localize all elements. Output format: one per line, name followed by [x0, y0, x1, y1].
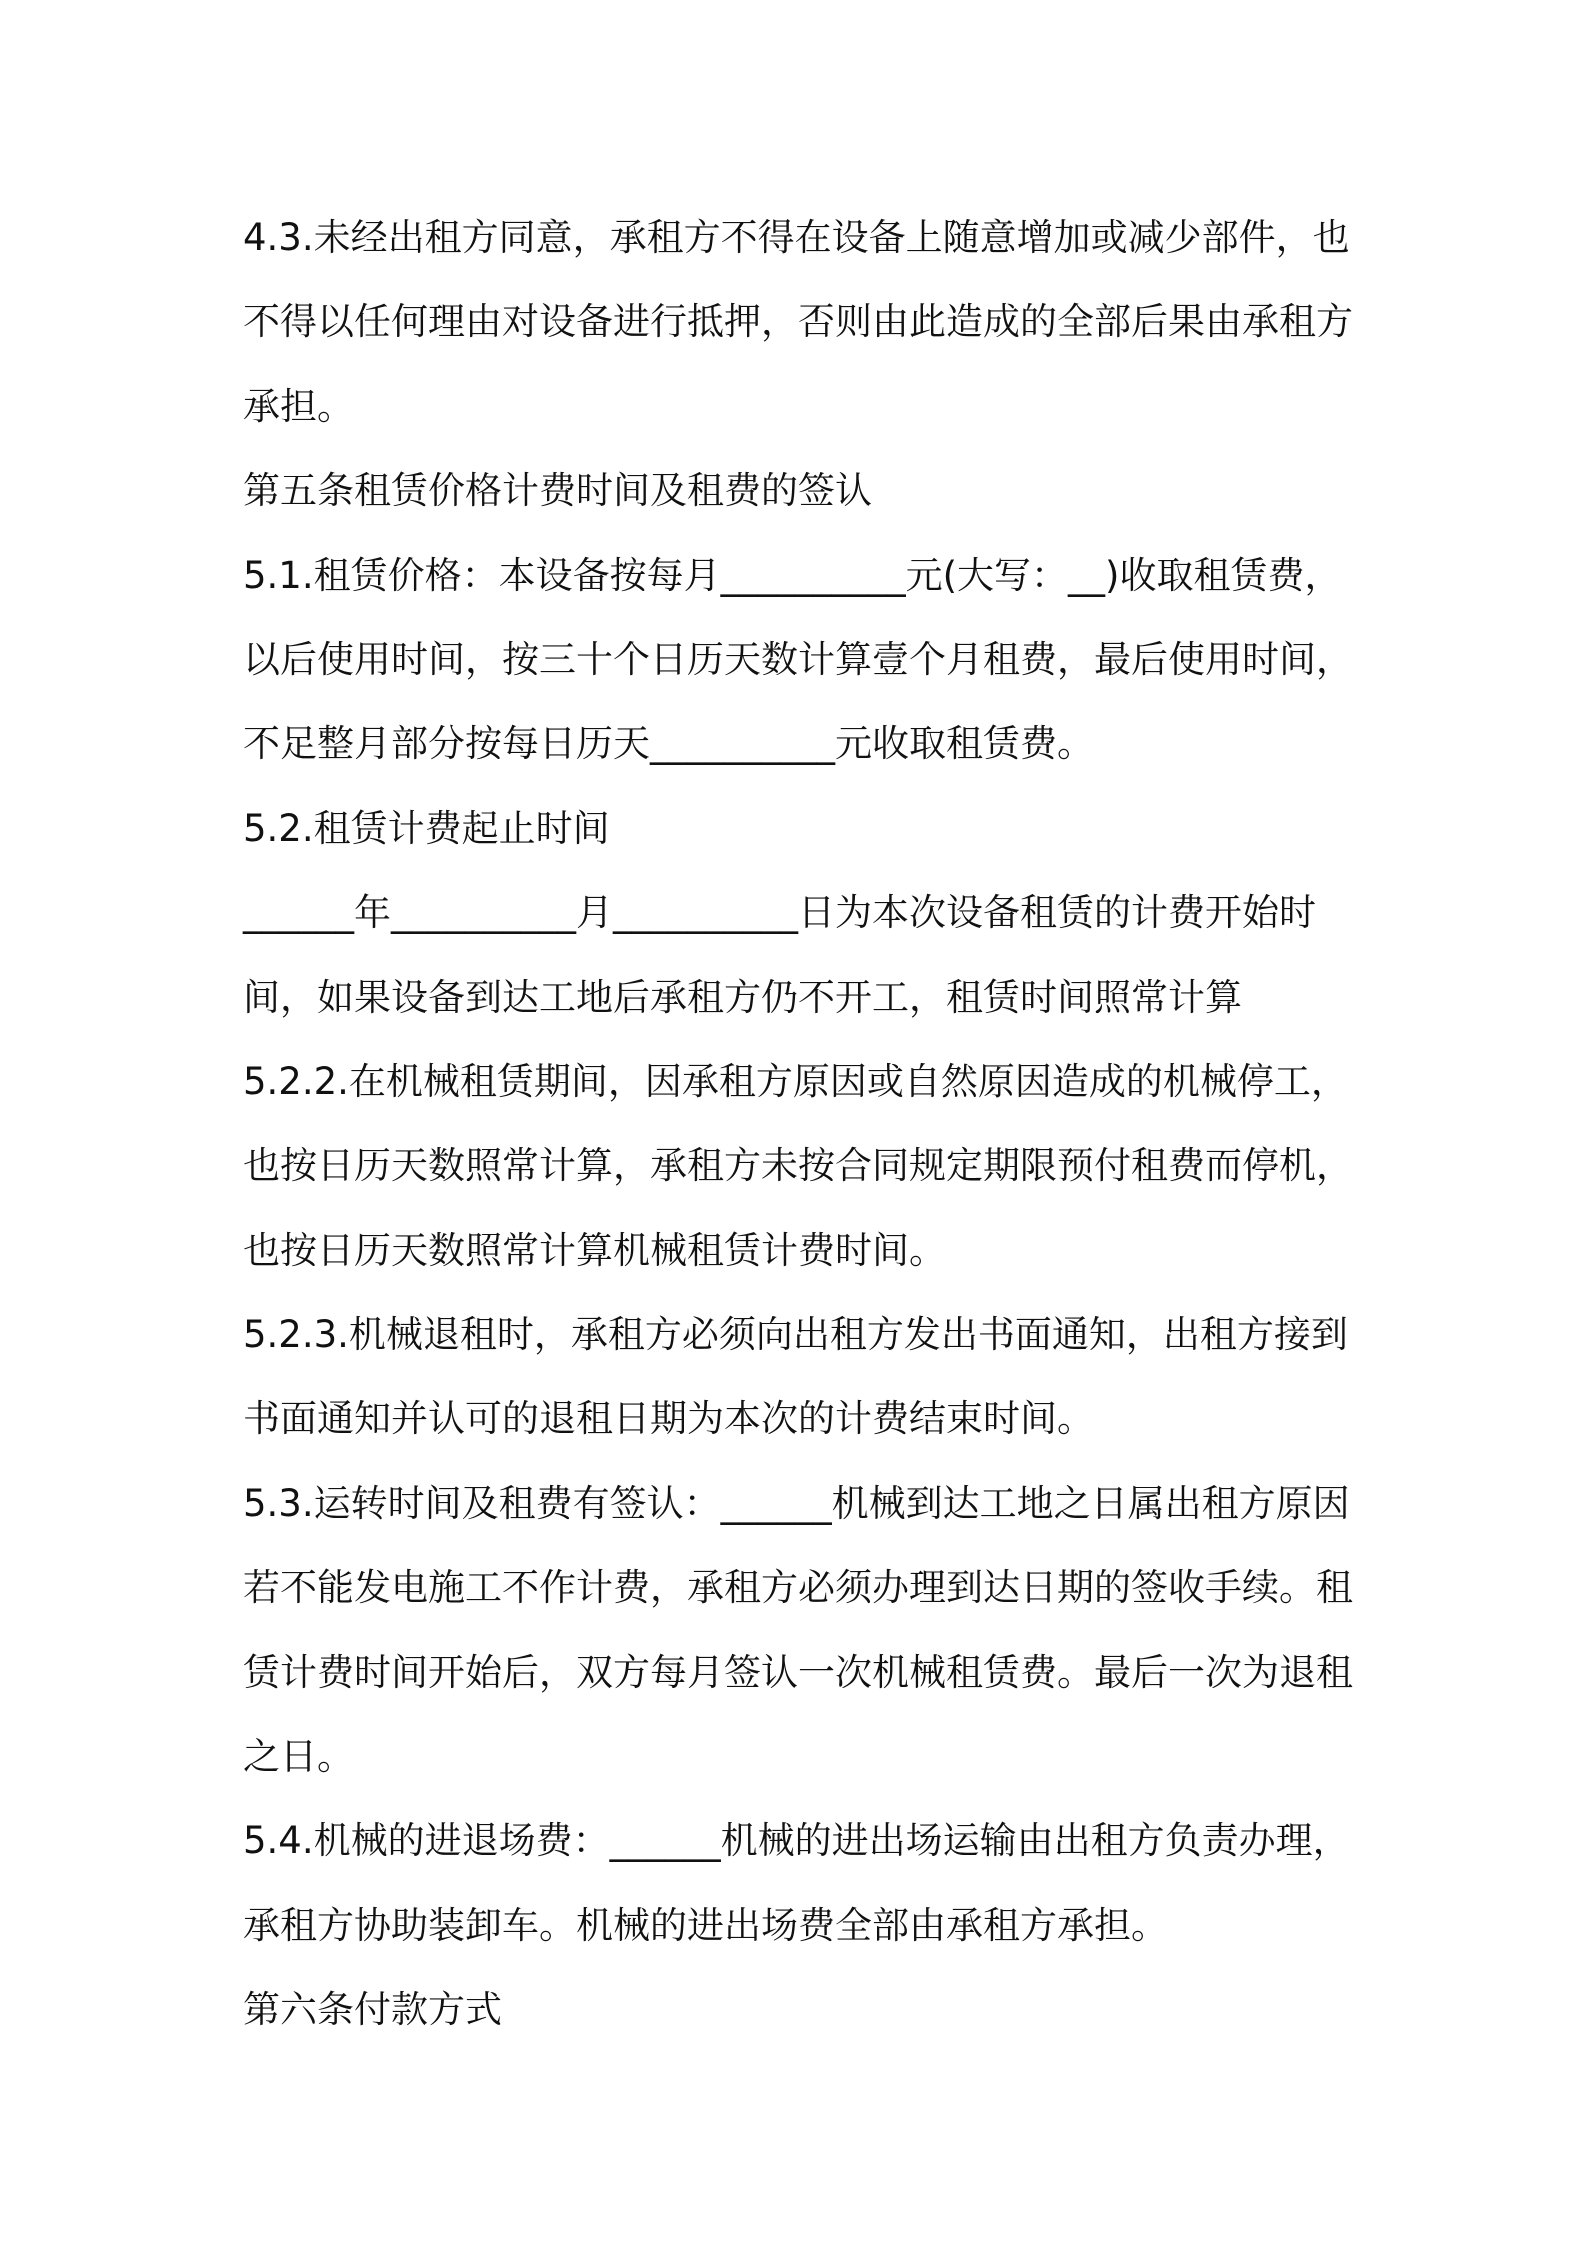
clause-5-4-line-1: 5.4.机械的进退场费：______机械的进出场运输由出租方负责办理，	[243, 1819, 1350, 1863]
clause-5-2-line-2: 间，如果设备到达工地后承租方仍不开工，租赁时间照常计算	[243, 975, 1242, 1019]
clause-5-2-heading: 5.2.租赁计费起止时间	[243, 806, 610, 850]
clause-5-3-line-1: 5.3.运转时间及租费有签认：______机械到达工地之日属出租方原因	[243, 1481, 1350, 1525]
article-6-heading: 第六条付款方式	[243, 1988, 502, 2032]
clause-5-2-3-line-2: 书面通知并认可的退租日期为本次的计费结束时间。	[243, 1397, 1094, 1441]
clause-5-4-line-2: 承租方协助装卸车。机械的进出场费全部由承租方承担。	[243, 1903, 1168, 1947]
article-5-heading: 第五条租赁价格计费时间及租费的签认	[243, 469, 872, 513]
clause-5-3-line-2: 若不能发电施工不作计费，承租方必须办理到达日期的签收手续。租	[243, 1566, 1353, 1610]
clause-5-1-line-2: 以后使用时间，按三十个日历天数计算壹个月租费，最后使用时间，	[243, 637, 1353, 681]
clause-5-1-line-3: 不足整月部分按每日历天__________元收取租赁费。	[243, 722, 1094, 766]
clause-4-3-line-1: 4.3.未经出租方同意，承租方不得在设备上随意增加或减少部件，也	[243, 216, 1350, 259]
clause-5-2-2-line-1: 5.2.2.在机械租赁期间，因承租方原因或自然原因造成的机械停工，	[243, 1059, 1348, 1103]
clause-4-3-line-2: 不得以任何理由对设备进行抵押，否则由此造成的全部后果由承租方	[243, 300, 1353, 344]
clause-5-1-line-1: 5.1.租赁价格：本设备按每月__________元(大写：__)收取租赁费，	[243, 553, 1342, 597]
clause-5-2-2-line-3: 也按日历天数照常计算机械租赁计费时间。	[243, 1228, 946, 1272]
document-body	[243, 196, 1353, 2053]
clause-5-2-line-1: ______年__________月__________日为本次设备租赁的计费开始时	[243, 891, 1316, 935]
clause-5-3-line-3: 赁计费时间开始后，双方每月签认一次机械租赁费。最后一次为退租	[243, 1650, 1353, 1694]
clause-5-2-2-line-2: 也按日历天数照常计算，承租方未按合同规定期限预付租费而停机，	[243, 1144, 1353, 1188]
clause-5-2-3-line-1: 5.2.3.机械退租时，承租方必须向出租方发出书面通知，出租方接到	[243, 1313, 1348, 1357]
clause-5-3-line-4: 之日。	[243, 1735, 354, 1779]
clause-4-3-line-3: 承担。	[243, 384, 354, 428]
